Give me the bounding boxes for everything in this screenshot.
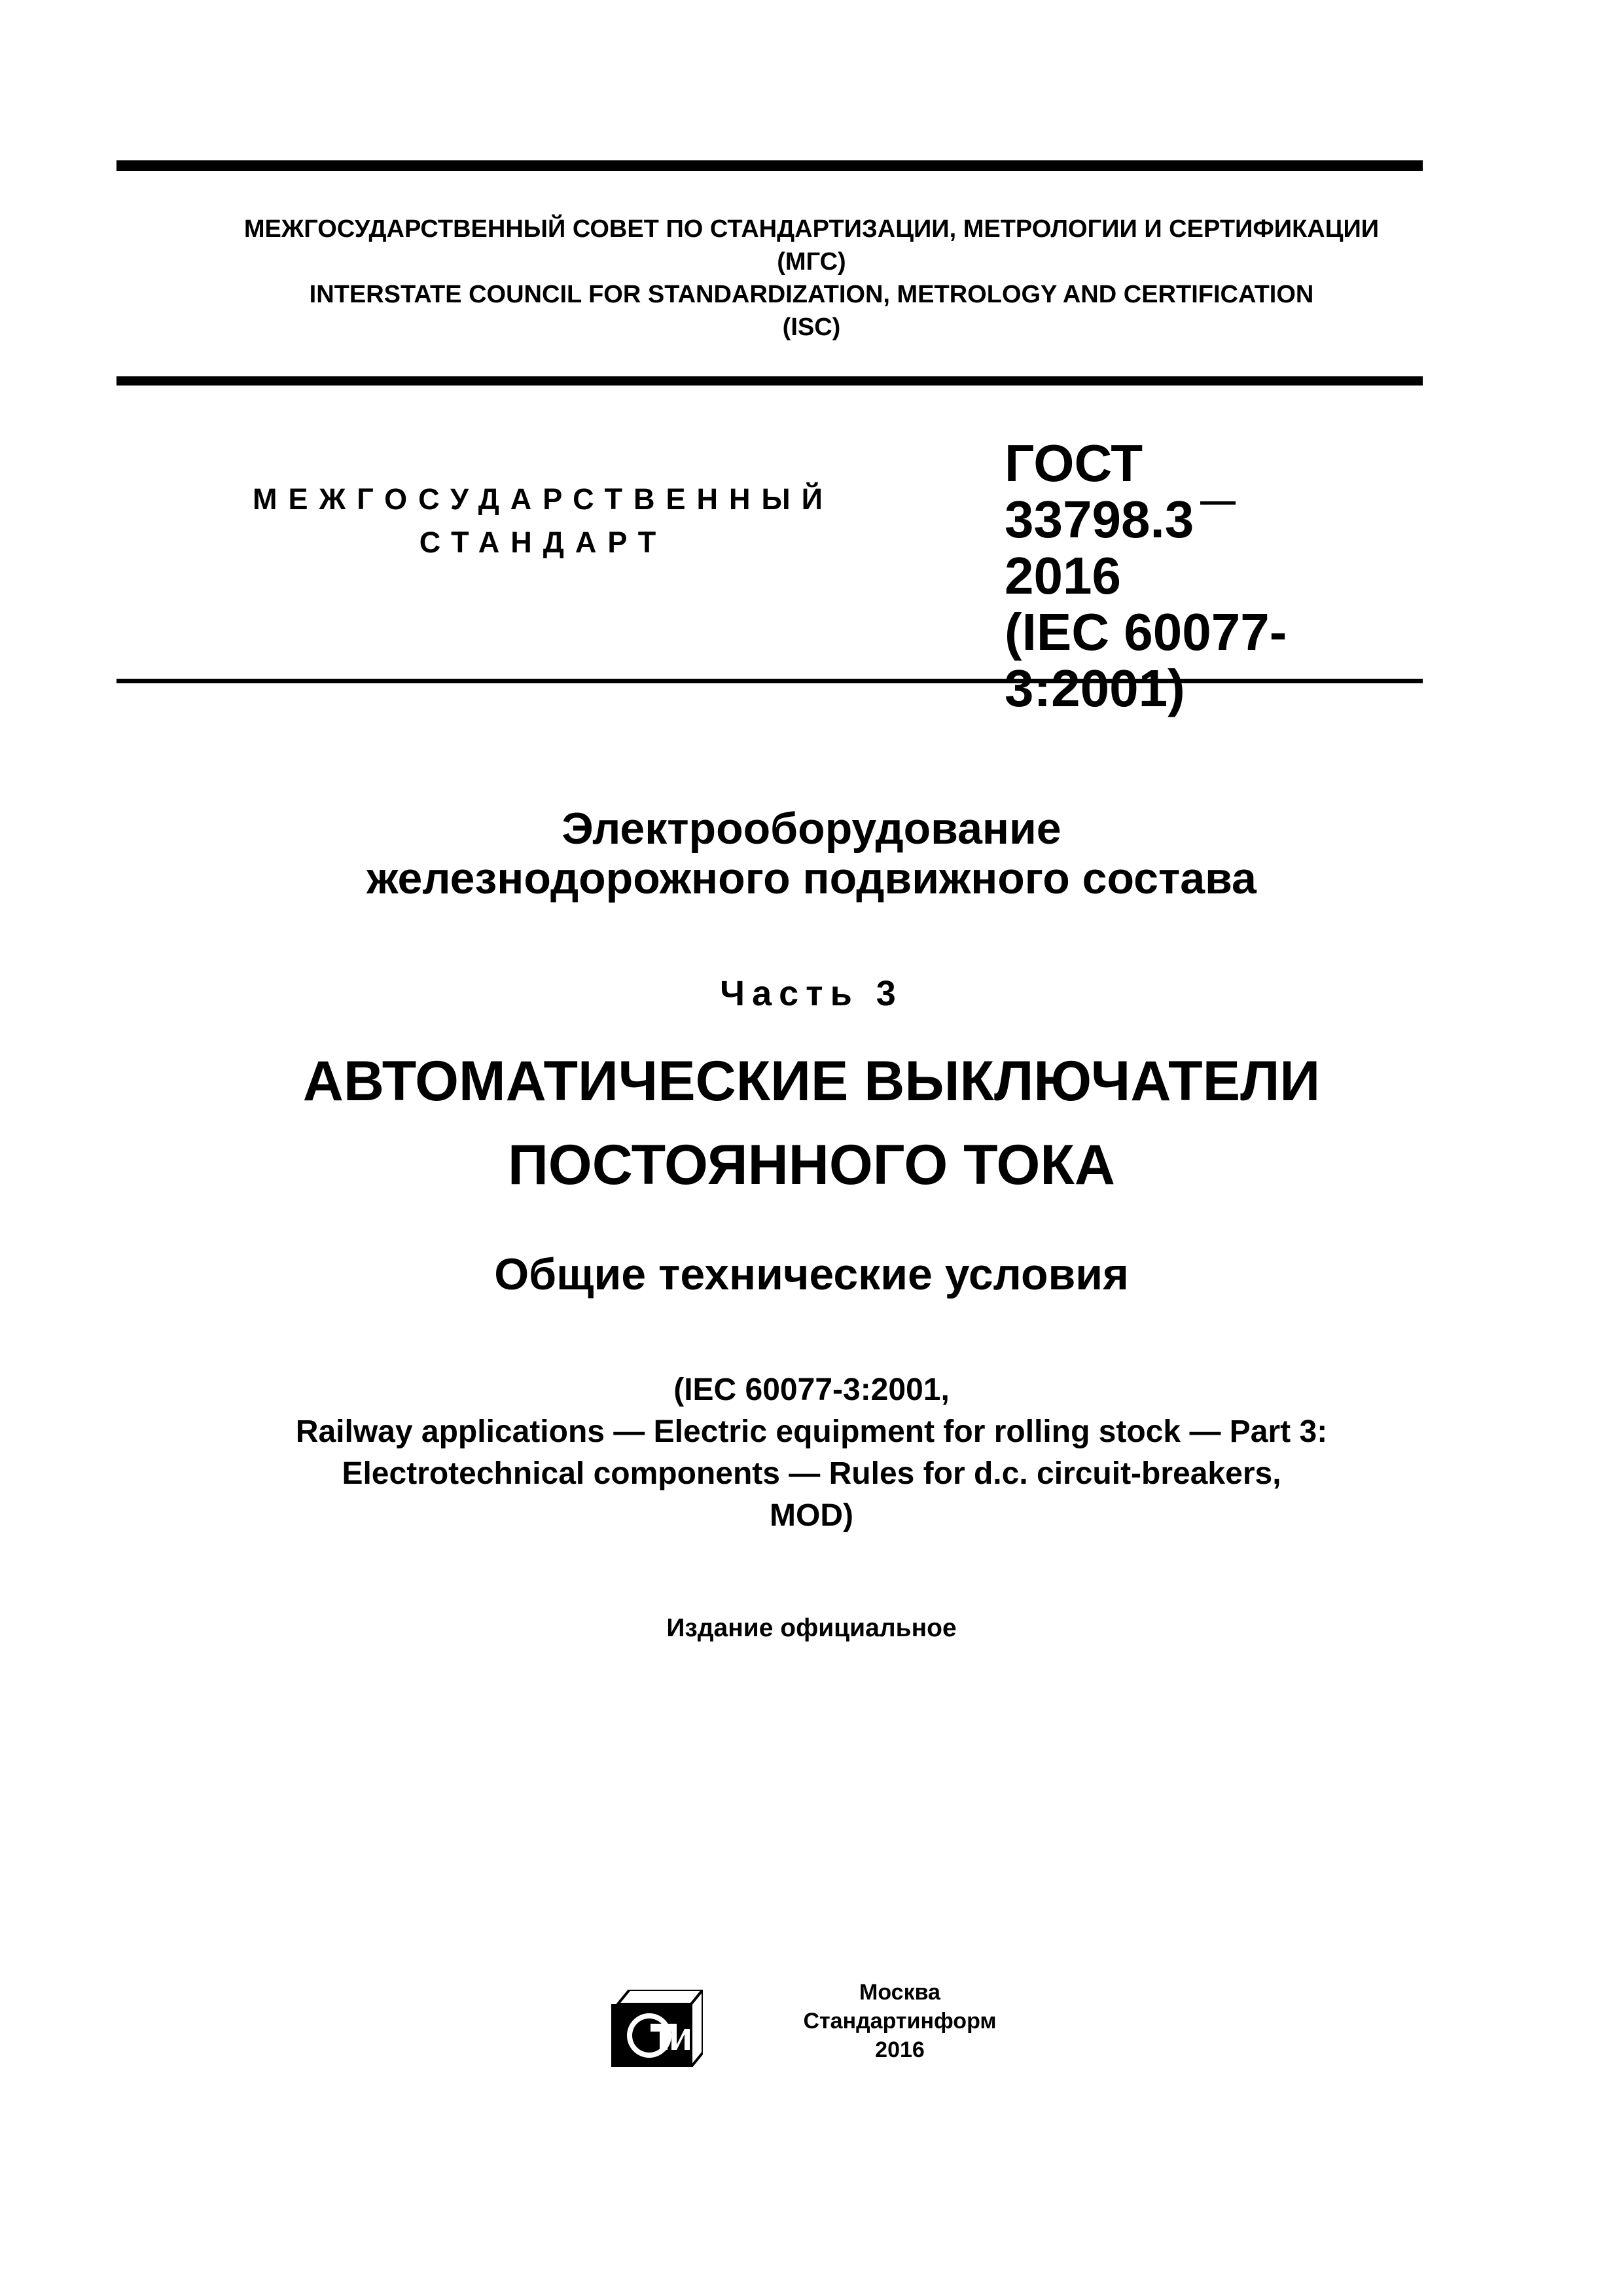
iec-line4: MOD): [770, 1498, 853, 1533]
designation-year: 2016: [1005, 547, 1121, 605]
designation-number: 33798.3: [1005, 490, 1194, 548]
document-title: [0, 804, 1623, 903]
publisher-year: 2016: [875, 2037, 925, 2062]
main-title: [0, 1039, 1623, 1207]
council-name-en: INTERSTATE COUNCIL FOR STANDARDIZATION, METROLOGY AND CERTIFICATION: [309, 281, 1314, 308]
main-title-line1: АВТОМАТИЧЕСКИЕ ВЫКЛЮЧАТЕЛИ: [302, 1050, 1321, 1113]
part-label: Часть 3: [720, 974, 903, 1013]
subtitle: Общие технические условия: [494, 1249, 1129, 1299]
publisher-city: Москва: [859, 1980, 940, 2005]
iec-line3: Electrotechnical components — Rules for d.c. circuit-breakers,: [342, 1456, 1281, 1491]
edition-label: Издание официальное: [666, 1614, 957, 1642]
iec-line1: (IEC 60077-3:2001,: [673, 1372, 950, 1407]
title-line1: Электрооборудование: [562, 804, 1061, 853]
designation-prefix: ГОСТ: [1005, 434, 1143, 492]
standard-type-line2: СТАНДАРТ: [419, 526, 668, 559]
standartinform-logo-icon: [611, 1990, 703, 2067]
council-abbr-en: (ISC): [782, 314, 841, 341]
council-bottom-rule: [116, 376, 1423, 386]
council-block: [0, 213, 1623, 344]
standard-type-line1: МЕЖГОСУДАРСТВЕННЫЙ: [253, 482, 834, 516]
publisher-block: [753, 1978, 1047, 2064]
designation-dash: [1200, 501, 1236, 505]
iec-reference: [0, 1369, 1623, 1537]
standard-type: [216, 478, 870, 564]
iec-line2: Railway applications — Electric equipment for rolling stock — Part 3:: [295, 1414, 1328, 1449]
standard-designation: [1005, 435, 1423, 717]
designation-reference: (IEC 60077-3:2001): [1005, 603, 1287, 717]
council-abbr-ru: (МГС): [777, 248, 846, 276]
main-title-line2: ПОСТОЯННОГО ТОКА: [507, 1134, 1116, 1196]
top-rule: [116, 160, 1423, 171]
council-name-ru: МЕЖГОСУДАРСТВЕННЫЙ СОВЕТ ПО СТАНДАРТИЗАЦИИ, МЕТРОЛОГИИ И СЕРТИФИКАЦИИ: [243, 215, 1380, 243]
title-line2: железнодорожного подвижного состава: [366, 853, 1257, 903]
publisher-name: Стандартинформ: [803, 2009, 997, 2034]
